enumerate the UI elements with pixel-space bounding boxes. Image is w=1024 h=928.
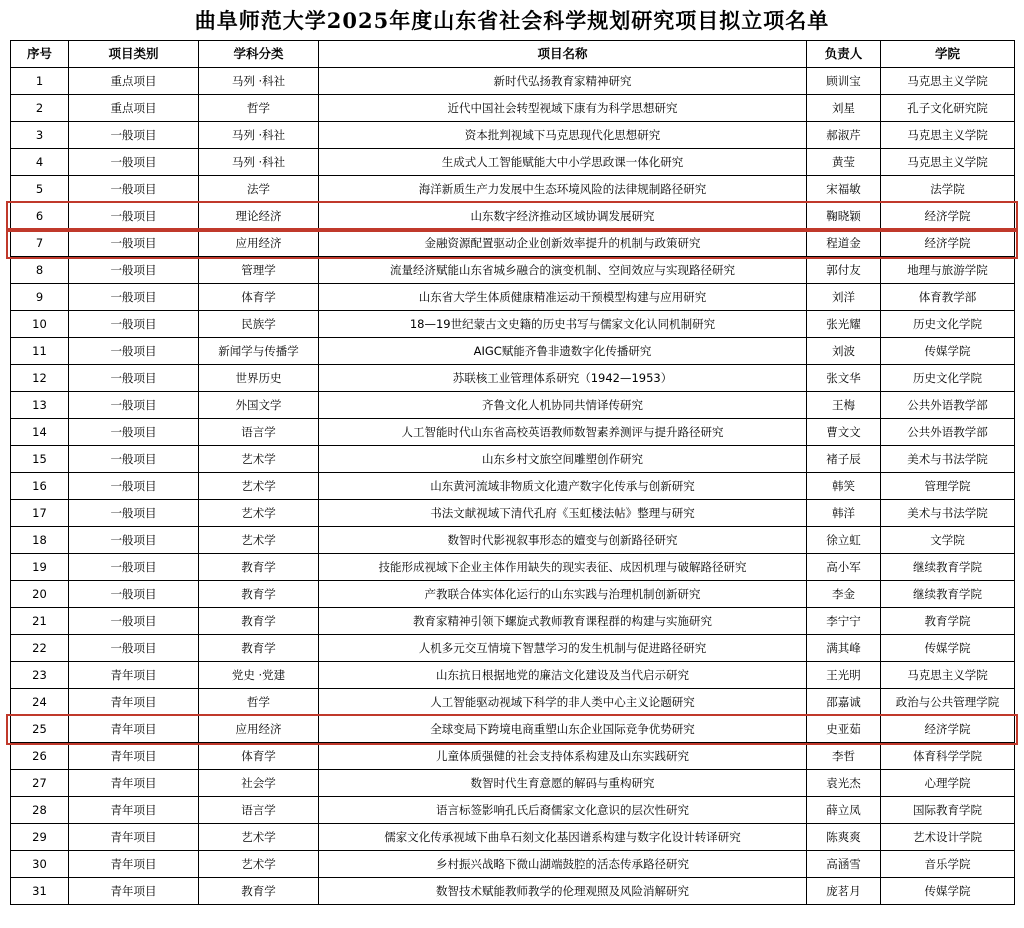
cell-index: 23 (11, 662, 69, 689)
table-row (11, 716, 1015, 743)
table-row (11, 311, 1015, 338)
cell-project-name: 流量经济赋能山东省城乡融合的演变机制、空间效应与实现路径研究 (319, 257, 807, 284)
cell-project-name: 儿童体质强健的社会支持体系构建及山东实践研究 (319, 743, 807, 770)
cell-college: 历史文化学院 (881, 311, 1015, 338)
table-row (11, 284, 1015, 311)
cell-leader: 王梅 (807, 392, 881, 419)
cell-index: 31 (11, 878, 69, 905)
cell-leader: 顾训宝 (807, 68, 881, 95)
header-leader: 负责人 (807, 41, 881, 68)
cell-category: 青年项目 (69, 851, 199, 878)
cell-discipline: 马列 ·科社 (199, 68, 319, 95)
cell-index: 6 (11, 203, 69, 230)
cell-college: 体育教学部 (881, 284, 1015, 311)
cell-project-name: 18—19世纪蒙古文史籍的历史书写与儒家文化认同机制研究 (319, 311, 807, 338)
cell-index: 16 (11, 473, 69, 500)
header-project-name: 项目名称 (319, 41, 807, 68)
cell-college: 马克思主义学院 (881, 122, 1015, 149)
cell-college: 马克思主义学院 (881, 149, 1015, 176)
cell-college: 公共外语教学部 (881, 392, 1015, 419)
header-index: 序号 (11, 41, 69, 68)
cell-discipline: 艺术学 (199, 446, 319, 473)
cell-index: 30 (11, 851, 69, 878)
table-row (11, 365, 1015, 392)
cell-category: 一般项目 (69, 230, 199, 257)
cell-college: 传媒学院 (881, 635, 1015, 662)
cell-leader: 袁光杰 (807, 770, 881, 797)
cell-index: 20 (11, 581, 69, 608)
cell-index: 9 (11, 284, 69, 311)
cell-index: 5 (11, 176, 69, 203)
cell-index: 25 (11, 716, 69, 743)
header-discipline: 学科分类 (199, 41, 319, 68)
cell-project-name: 儒家文化传承视域下曲阜石刻文化基因谱系构建与数字化设计转译研究 (319, 824, 807, 851)
cell-discipline: 理论经济 (199, 203, 319, 230)
cell-category: 青年项目 (69, 743, 199, 770)
table-row (11, 338, 1015, 365)
cell-index: 18 (11, 527, 69, 554)
cell-index: 19 (11, 554, 69, 581)
cell-project-name: 数智时代影视叙事形态的嬗变与创新路径研究 (319, 527, 807, 554)
table-body (11, 68, 1015, 905)
cell-discipline: 体育学 (199, 743, 319, 770)
cell-index: 26 (11, 743, 69, 770)
cell-category: 一般项目 (69, 311, 199, 338)
cell-project-name: 人工智能时代山东省高校英语教师数智素养测评与提升路径研究 (319, 419, 807, 446)
cell-project-name: 山东数字经济推动区域协调发展研究 (319, 203, 807, 230)
table-row (11, 824, 1015, 851)
table-row (11, 581, 1015, 608)
cell-leader: 黄莹 (807, 149, 881, 176)
cell-leader: 程道金 (807, 230, 881, 257)
cell-leader: 徐立虹 (807, 527, 881, 554)
cell-college: 管理学院 (881, 473, 1015, 500)
cell-project-name: 山东省大学生体质健康精准运动干预模型构建与应用研究 (319, 284, 807, 311)
cell-index: 1 (11, 68, 69, 95)
cell-leader: 王光明 (807, 662, 881, 689)
cell-leader: 张光耀 (807, 311, 881, 338)
cell-college: 马克思主义学院 (881, 68, 1015, 95)
table-row (11, 203, 1015, 230)
cell-category: 一般项目 (69, 608, 199, 635)
cell-leader: 邵嘉诚 (807, 689, 881, 716)
cell-index: 29 (11, 824, 69, 851)
cell-category: 青年项目 (69, 797, 199, 824)
cell-discipline: 哲学 (199, 95, 319, 122)
cell-discipline: 教育学 (199, 635, 319, 662)
table-row (11, 797, 1015, 824)
cell-project-name: 金融资源配置驱动企业创新效率提升的机制与政策研究 (319, 230, 807, 257)
cell-index: 14 (11, 419, 69, 446)
cell-index: 22 (11, 635, 69, 662)
cell-category: 青年项目 (69, 662, 199, 689)
cell-college: 美术与书法学院 (881, 446, 1015, 473)
cell-discipline: 语言学 (199, 797, 319, 824)
document-title: 曲阜师范大学2025年度山东省社会科学规划研究项目拟立项名单 (194, 8, 830, 33)
cell-category: 一般项目 (69, 473, 199, 500)
cell-index: 3 (11, 122, 69, 149)
cell-discipline: 教育学 (199, 554, 319, 581)
cell-index: 12 (11, 365, 69, 392)
cell-category: 重点项目 (69, 68, 199, 95)
table-row (11, 635, 1015, 662)
cell-project-name: 山东抗日根据地党的廉洁文化建设及当代启示研究 (319, 662, 807, 689)
cell-college: 美术与书法学院 (881, 500, 1015, 527)
cell-leader: 刘洋 (807, 284, 881, 311)
cell-project-name: 数智时代生育意愿的解码与重构研究 (319, 770, 807, 797)
cell-project-name: AIGC赋能齐鲁非遗数字化传播研究 (319, 338, 807, 365)
cell-project-name: 乡村振兴战略下微山湖端鼓腔的活态传承路径研究 (319, 851, 807, 878)
cell-index: 15 (11, 446, 69, 473)
table-row (11, 230, 1015, 257)
cell-index: 11 (11, 338, 69, 365)
table-row (11, 419, 1015, 446)
cell-college: 艺术设计学院 (881, 824, 1015, 851)
cell-discipline: 教育学 (199, 878, 319, 905)
table-row (11, 554, 1015, 581)
cell-index: 17 (11, 500, 69, 527)
cell-leader: 郭付友 (807, 257, 881, 284)
table-row (11, 878, 1015, 905)
cell-discipline: 民族学 (199, 311, 319, 338)
cell-leader: 韩洋 (807, 500, 881, 527)
table-row (11, 689, 1015, 716)
cell-category: 青年项目 (69, 716, 199, 743)
cell-project-name: 全球变局下跨境电商重塑山东企业国际竞争优势研究 (319, 716, 807, 743)
cell-leader: 高小军 (807, 554, 881, 581)
cell-discipline: 语言学 (199, 419, 319, 446)
cell-leader: 李哲 (807, 743, 881, 770)
cell-leader: 韩笑 (807, 473, 881, 500)
cell-college: 体育科学学院 (881, 743, 1015, 770)
cell-leader: 薛立凤 (807, 797, 881, 824)
cell-category: 一般项目 (69, 554, 199, 581)
cell-discipline: 体育学 (199, 284, 319, 311)
table-row (11, 662, 1015, 689)
project-table (10, 40, 1015, 905)
cell-index: 4 (11, 149, 69, 176)
cell-discipline: 世界历史 (199, 365, 319, 392)
cell-category: 一般项目 (69, 635, 199, 662)
cell-discipline: 新闻学与传播学 (199, 338, 319, 365)
cell-leader: 高涵雪 (807, 851, 881, 878)
cell-college: 心理学院 (881, 770, 1015, 797)
cell-discipline: 艺术学 (199, 473, 319, 500)
cell-index: 21 (11, 608, 69, 635)
cell-leader: 刘星 (807, 95, 881, 122)
table-row (11, 392, 1015, 419)
cell-college: 地理与旅游学院 (881, 257, 1015, 284)
table-row (11, 95, 1015, 122)
cell-leader: 李宁宁 (807, 608, 881, 635)
cell-index: 2 (11, 95, 69, 122)
cell-discipline: 管理学 (199, 257, 319, 284)
cell-category: 一般项目 (69, 338, 199, 365)
cell-project-name: 产教联合体实体化运行的山东实践与治理机制创新研究 (319, 581, 807, 608)
cell-college: 继续教育学院 (881, 581, 1015, 608)
cell-leader: 史亚茹 (807, 716, 881, 743)
cell-project-name: 数智技术赋能教师教学的伦理观照及风险消解研究 (319, 878, 807, 905)
cell-discipline: 法学 (199, 176, 319, 203)
cell-leader: 庞茗月 (807, 878, 881, 905)
cell-project-name: 书法文献视域下清代孔府《玉虹楼法帖》整理与研究 (319, 500, 807, 527)
cell-leader: 曹文文 (807, 419, 881, 446)
cell-discipline: 艺术学 (199, 824, 319, 851)
cell-college: 公共外语教学部 (881, 419, 1015, 446)
cell-leader: 满其峰 (807, 635, 881, 662)
table-row (11, 68, 1015, 95)
cell-category: 一般项目 (69, 527, 199, 554)
table-row (11, 743, 1015, 770)
cell-index: 24 (11, 689, 69, 716)
cell-project-name: 齐鲁文化人机协同共情译传研究 (319, 392, 807, 419)
cell-project-name: 教育家精神引领下螺旋式教师教育课程群的构建与实施研究 (319, 608, 807, 635)
cell-project-name: 技能形成视域下企业主体作用缺失的现实表征、成因机理与破解路径研究 (319, 554, 807, 581)
cell-discipline: 马列 ·科社 (199, 149, 319, 176)
table-row (11, 122, 1015, 149)
cell-index: 27 (11, 770, 69, 797)
table-row (11, 446, 1015, 473)
cell-category: 一般项目 (69, 365, 199, 392)
cell-leader: 宋福敏 (807, 176, 881, 203)
cell-discipline: 教育学 (199, 581, 319, 608)
cell-college: 经济学院 (881, 203, 1015, 230)
cell-leader: 刘波 (807, 338, 881, 365)
cell-project-name: 人工智能驱动视域下科学的非人类中心主义论题研究 (319, 689, 807, 716)
cell-college: 经济学院 (881, 716, 1015, 743)
cell-college: 经济学院 (881, 230, 1015, 257)
cell-category: 青年项目 (69, 770, 199, 797)
cell-project-name: 语言标签影响孔氏后裔儒家文化意识的层次性研究 (319, 797, 807, 824)
cell-category: 一般项目 (69, 581, 199, 608)
cell-leader: 郝淑芹 (807, 122, 881, 149)
cell-discipline: 哲学 (199, 689, 319, 716)
cell-college: 政治与公共管理学院 (881, 689, 1015, 716)
cell-college: 历史文化学院 (881, 365, 1015, 392)
cell-category: 一般项目 (69, 446, 199, 473)
table-row (11, 851, 1015, 878)
cell-college: 孔子文化研究院 (881, 95, 1015, 122)
cell-project-name: 苏联核工业管理体系研究（1942—1953） (319, 365, 807, 392)
cell-category: 一般项目 (69, 176, 199, 203)
cell-discipline: 党史 ·党建 (199, 662, 319, 689)
cell-index: 7 (11, 230, 69, 257)
cell-discipline: 应用经济 (199, 230, 319, 257)
cell-college: 音乐学院 (881, 851, 1015, 878)
cell-college: 教育学院 (881, 608, 1015, 635)
cell-index: 10 (11, 311, 69, 338)
cell-project-name: 山东乡村文旅空间雕塑创作研究 (319, 446, 807, 473)
cell-category: 青年项目 (69, 824, 199, 851)
table-row (11, 500, 1015, 527)
header-category: 项目类别 (69, 41, 199, 68)
cell-discipline: 艺术学 (199, 527, 319, 554)
cell-category: 青年项目 (69, 689, 199, 716)
cell-category: 一般项目 (69, 284, 199, 311)
cell-category: 一般项目 (69, 149, 199, 176)
cell-leader: 鞠晓颖 (807, 203, 881, 230)
table-row (11, 770, 1015, 797)
cell-project-name: 海洋新质生产力发展中生态环境风险的法律规制路径研究 (319, 176, 807, 203)
header-college: 学院 (881, 41, 1015, 68)
cell-leader: 陈爽爽 (807, 824, 881, 851)
cell-index: 28 (11, 797, 69, 824)
cell-discipline: 外国文学 (199, 392, 319, 419)
cell-discipline: 社会学 (199, 770, 319, 797)
table-row (11, 473, 1015, 500)
cell-project-name: 山东黄河流域非物质文化遗产数字化传承与创新研究 (319, 473, 807, 500)
table-row (11, 149, 1015, 176)
cell-discipline: 教育学 (199, 608, 319, 635)
cell-leader: 褚子辰 (807, 446, 881, 473)
table-row (11, 608, 1015, 635)
cell-college: 马克思主义学院 (881, 662, 1015, 689)
cell-category: 一般项目 (69, 500, 199, 527)
table-row (11, 527, 1015, 554)
cell-project-name: 新时代弘扬教育家精神研究 (319, 68, 807, 95)
cell-index: 13 (11, 392, 69, 419)
cell-category: 一般项目 (69, 419, 199, 446)
cell-category: 青年项目 (69, 878, 199, 905)
cell-leader: 李金 (807, 581, 881, 608)
cell-college: 传媒学院 (881, 338, 1015, 365)
cell-project-name: 资本批判视域下马克思现代化思想研究 (319, 122, 807, 149)
table-row (11, 257, 1015, 284)
cell-project-name: 生成式人工智能赋能大中小学思政课一体化研究 (319, 149, 807, 176)
cell-project-name: 近代中国社会转型视域下康有为科学思想研究 (319, 95, 807, 122)
cell-college: 文学院 (881, 527, 1015, 554)
table-row (11, 176, 1015, 203)
cell-discipline: 马列 ·科社 (199, 122, 319, 149)
cell-college: 国际教育学院 (881, 797, 1015, 824)
cell-category: 一般项目 (69, 122, 199, 149)
cell-index: 8 (11, 257, 69, 284)
cell-discipline: 应用经济 (199, 716, 319, 743)
table-header-row (11, 41, 1015, 68)
cell-discipline: 艺术学 (199, 851, 319, 878)
cell-discipline: 艺术学 (199, 500, 319, 527)
cell-category: 一般项目 (69, 203, 199, 230)
cell-college: 法学院 (881, 176, 1015, 203)
cell-category: 一般项目 (69, 257, 199, 284)
cell-project-name: 人机多元交互情境下智慧学习的发生机制与促进路径研究 (319, 635, 807, 662)
cell-college: 传媒学院 (881, 878, 1015, 905)
cell-category: 一般项目 (69, 392, 199, 419)
cell-category: 重点项目 (69, 95, 199, 122)
cell-college: 继续教育学院 (881, 554, 1015, 581)
cell-leader: 张文华 (807, 365, 881, 392)
